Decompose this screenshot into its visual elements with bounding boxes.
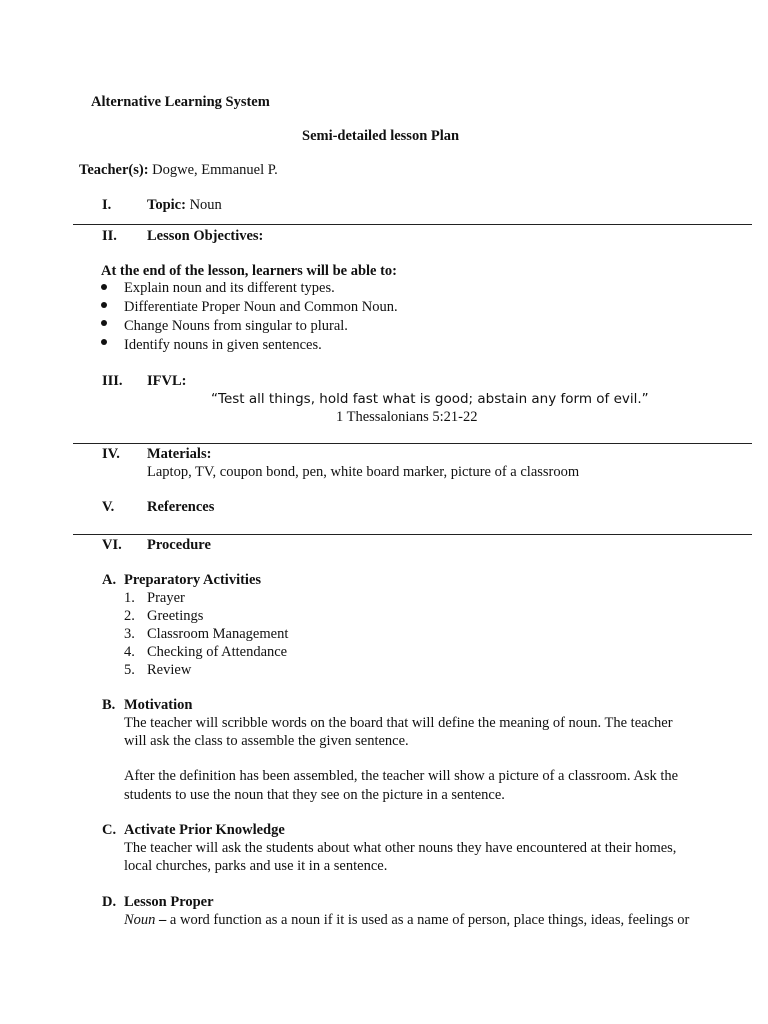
motivation-text: After the definition has been assembled, the teacher will show a picture of a classroom. Ask the bbox=[124, 768, 679, 784]
objective-item: Identify nouns in given sentences. bbox=[124, 337, 322, 353]
list-item bbox=[124, 607, 204, 625]
motivation-text: students to use the noun that they see on the picture in a sentence. bbox=[124, 787, 505, 803]
materials-number: IV. bbox=[102, 446, 120, 462]
section-divider bbox=[73, 534, 752, 535]
prior-text: The teacher will ask the students about what other nouns they have encountered at their homes, bbox=[124, 840, 677, 856]
topic-line bbox=[147, 196, 222, 214]
noun-definition: a word function as a noun if it is used as a name of person, place things, ideas, feelings or bbox=[169, 912, 690, 928]
procedure-number: VI. bbox=[102, 537, 122, 553]
materials-label: Materials: bbox=[147, 446, 212, 462]
objective-item: Change Nouns from singular to plural. bbox=[124, 318, 348, 334]
motivation-letter: B. bbox=[102, 697, 116, 713]
proper-label: Lesson Proper bbox=[124, 894, 214, 910]
bullet-icon bbox=[101, 320, 107, 326]
bullet-icon bbox=[101, 302, 107, 308]
teacher-name: Dogwe, Emmanuel P. bbox=[152, 162, 278, 178]
section-divider bbox=[73, 443, 752, 444]
list-text: Classroom Management bbox=[147, 626, 289, 642]
section-divider bbox=[73, 224, 752, 225]
topic-label: Topic: bbox=[147, 197, 186, 213]
teacher-label: Teacher(s): bbox=[79, 162, 149, 178]
plan-title: Semi-detailed lesson Plan bbox=[302, 128, 460, 144]
prior-letter: C. bbox=[102, 822, 117, 838]
list-number: 4. bbox=[124, 644, 135, 660]
institution-title: Alternative Learning System bbox=[91, 94, 270, 110]
bullet-icon bbox=[101, 339, 107, 345]
topic-value: Noun bbox=[189, 197, 222, 213]
ifvl-number: III. bbox=[102, 373, 123, 389]
list-text: Checking of Attendance bbox=[147, 644, 288, 660]
teacher-line bbox=[79, 161, 278, 179]
list-item bbox=[124, 643, 288, 661]
noun-term: Noun bbox=[124, 912, 156, 928]
motivation-text: The teacher will scribble words on the board that will define the meaning of noun. The teacher bbox=[124, 715, 673, 731]
list-item bbox=[124, 661, 192, 679]
list-number: 3. bbox=[124, 626, 135, 642]
definition-dash: – bbox=[155, 912, 170, 928]
preparatory-letter: A. bbox=[102, 572, 117, 588]
motivation-text: will ask the class to assemble the given sentence. bbox=[124, 733, 409, 749]
objectives-label: Lesson Objectives: bbox=[147, 228, 264, 244]
procedure-label: Procedure bbox=[147, 537, 211, 553]
references-label: References bbox=[147, 499, 215, 515]
objectives-intro: At the end of the lesson, learners will be able to: bbox=[101, 263, 398, 279]
list-number: 1. bbox=[124, 590, 135, 606]
list-text: Review bbox=[147, 662, 192, 678]
motivation-label: Motivation bbox=[124, 697, 193, 713]
references-number: V. bbox=[102, 499, 115, 515]
preparatory-label: Preparatory Activities bbox=[124, 572, 262, 588]
prior-text: local churches, parks and use it in a sentence. bbox=[124, 858, 388, 874]
materials-value: Laptop, TV, coupon bond, pen, white board marker, picture of a classroom bbox=[147, 464, 580, 480]
list-number: 5. bbox=[124, 662, 135, 678]
list-number: 2. bbox=[124, 608, 135, 624]
list-text: Greetings bbox=[147, 608, 204, 624]
objective-item: Explain noun and its different types. bbox=[124, 280, 335, 296]
proper-definition-line bbox=[124, 911, 689, 929]
ifvl-label: IFVL: bbox=[147, 373, 187, 389]
objective-item: Differentiate Proper Noun and Common Noun. bbox=[124, 299, 398, 315]
list-text: Prayer bbox=[147, 590, 185, 606]
bullet-icon bbox=[101, 284, 107, 290]
objectives-number: II. bbox=[102, 228, 117, 244]
prior-label: Activate Prior Knowledge bbox=[124, 822, 285, 838]
topic-number: I. bbox=[102, 197, 112, 213]
list-item bbox=[124, 625, 289, 643]
ifvl-citation: 1 Thessalonians 5:21-22 bbox=[336, 409, 478, 425]
ifvl-quote: “Test all things, hold fast what is good; abstain any form of evil.” bbox=[211, 391, 649, 407]
proper-letter: D. bbox=[102, 894, 117, 910]
list-item bbox=[124, 589, 185, 607]
